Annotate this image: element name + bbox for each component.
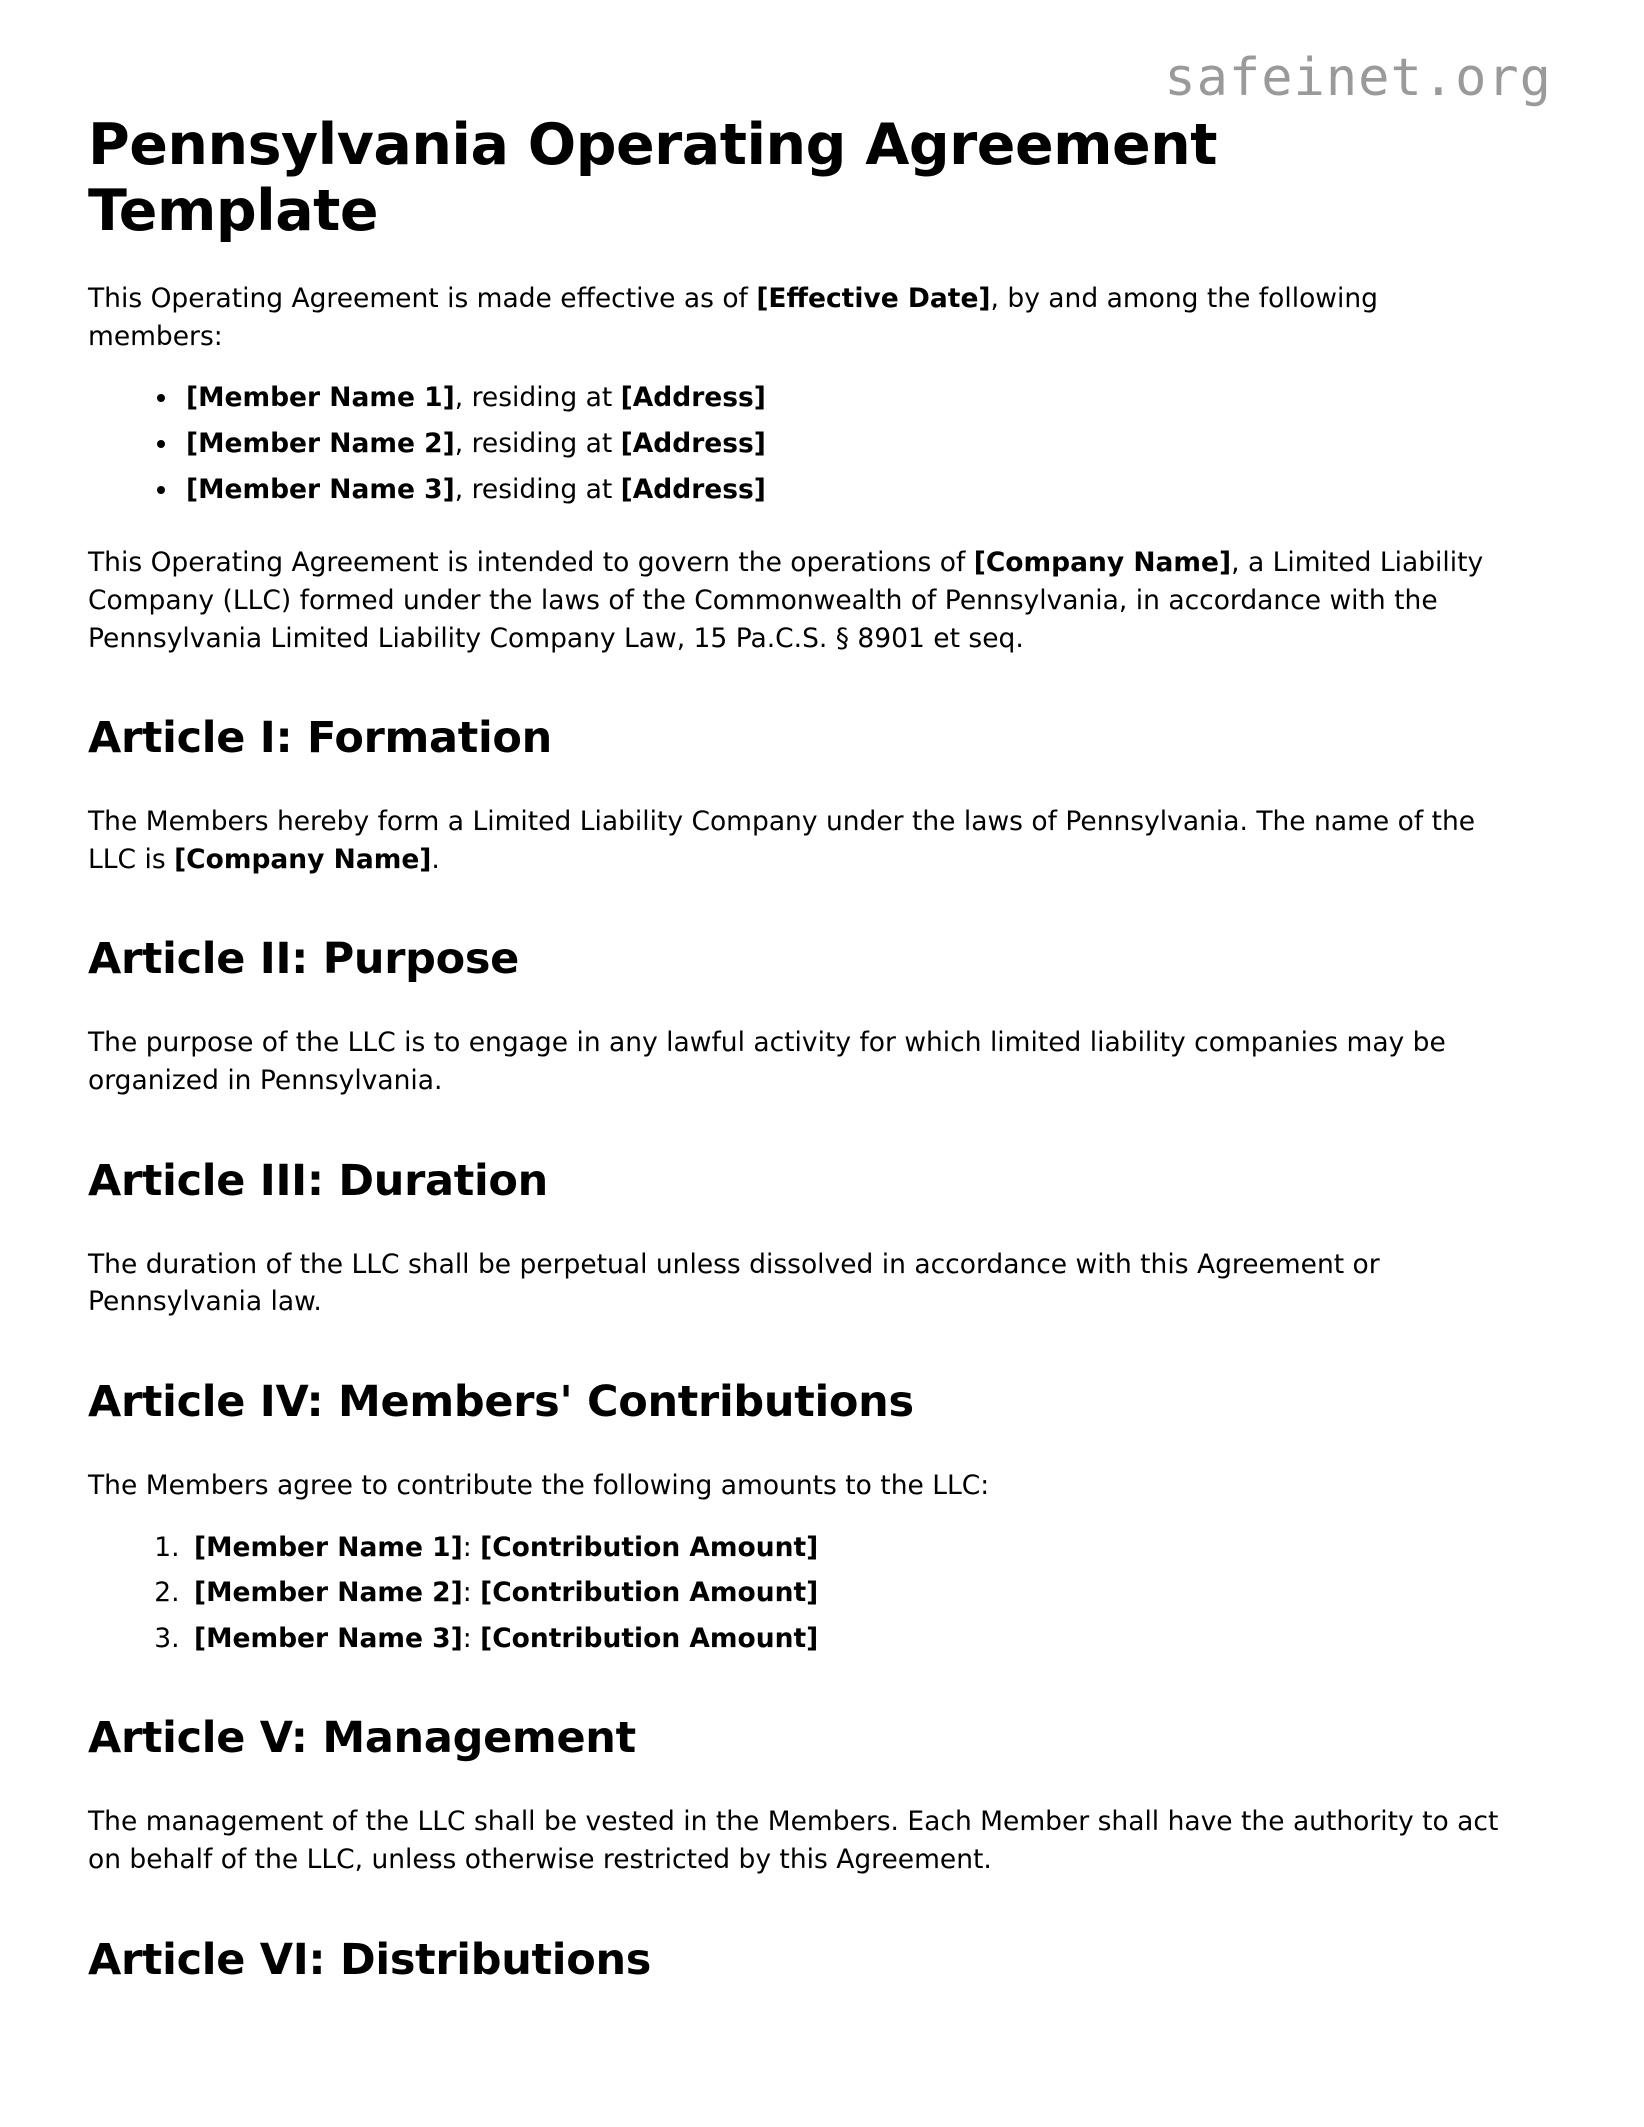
article-v-heading: Article V: Management	[88, 1713, 636, 1764]
article-iv-heading: Article IV: Members' Contributions	[88, 1376, 914, 1427]
article-iii-text: The duration of the LLC shall be perpetual unless dissolved in accordance with this Agreement or Pennsylvania law.	[88, 1248, 1380, 1318]
article-i-text	[88, 803, 1508, 878]
article-v-text: The management of the LLC shall be vested in the Members. Each Member shall have the authority to act on behalf of the LLC, unless otherwise restricted by this Agreement.	[88, 1806, 1499, 1876]
contribution-list	[88, 1529, 1556, 1658]
member-name: [Member Name 1]	[194, 1531, 463, 1563]
contribution-amount: [Contribution Amount]	[480, 1622, 819, 1654]
article-i-text-after: .	[431, 843, 440, 875]
member-residing-label: , residing at	[454, 428, 621, 460]
intro-paragraph	[88, 280, 1508, 355]
member-address: [Address]	[620, 382, 766, 414]
governing-after: , a Limited Liability Company (LLC) formed under the laws of the Commonwealth of Pennsylvania, in accordance with the Pennsylvania Limited Liability Company Law, 15 Pa.C.S. § 8901 et seq.	[88, 547, 1484, 654]
contribution-amount: [Contribution Amount]	[480, 1577, 819, 1609]
list-item	[180, 379, 1556, 417]
separator: :	[462, 1577, 481, 1609]
member-name: [Member Name 1]	[186, 382, 455, 414]
article-ii-text: The purpose of the LLC is to engage in any lawful activity for which limited liability companies may be organized in Pennsylvania.	[88, 1027, 1446, 1097]
governing-paragraph	[88, 544, 1508, 657]
member-address: [Address]	[620, 428, 766, 460]
article-vi-heading: Article VI: Distributions	[88, 1934, 652, 1985]
list-item	[180, 471, 1556, 509]
member-address: [Address]	[620, 473, 766, 505]
contribution-amount: [Contribution Amount]	[480, 1531, 819, 1563]
member-residing-label: , residing at	[454, 382, 621, 414]
member-name: [Member Name 3]	[186, 473, 455, 505]
member-name: [Member Name 2]	[194, 1577, 463, 1609]
list-item	[188, 1620, 1556, 1658]
company-name-placeholder: [Company Name]	[973, 547, 1232, 579]
list-item	[188, 1574, 1556, 1612]
effective-date-placeholder: [Effective Date]	[756, 283, 991, 315]
member-name: [Member Name 3]	[194, 1622, 463, 1654]
member-name: [Member Name 2]	[186, 428, 455, 460]
intro-lead-before: This Operating Agreement is made effective as of	[88, 283, 757, 315]
article-iii-heading: Article III: Duration	[88, 1155, 548, 1206]
company-name-placeholder: [Company Name]	[174, 843, 432, 875]
intro-lead-after: , by and among the following members:	[88, 283, 1378, 352]
separator: :	[462, 1622, 481, 1654]
member-residing-label: , residing at	[454, 473, 621, 505]
governing-before: This Operating Agreement is intended to govern the operations of	[88, 547, 974, 579]
list-item	[188, 1529, 1556, 1567]
article-i-text-before: The Members hereby form a Limited Liability Company under the laws of Pennsylvania. The name of the LLC is	[88, 806, 1476, 875]
separator: :	[462, 1531, 481, 1563]
page-title: Pennsylvania Operating Agreement Template	[88, 112, 1217, 245]
list-item	[180, 425, 1556, 463]
article-iv-text: The Members agree to contribute the following amounts to the LLC:	[88, 1469, 990, 1501]
member-list	[88, 379, 1556, 508]
site-watermark: safeinet.org	[1164, 48, 1552, 108]
article-i-heading: Article I: Formation	[88, 713, 552, 764]
article-ii-heading: Article II: Purpose	[88, 934, 520, 985]
